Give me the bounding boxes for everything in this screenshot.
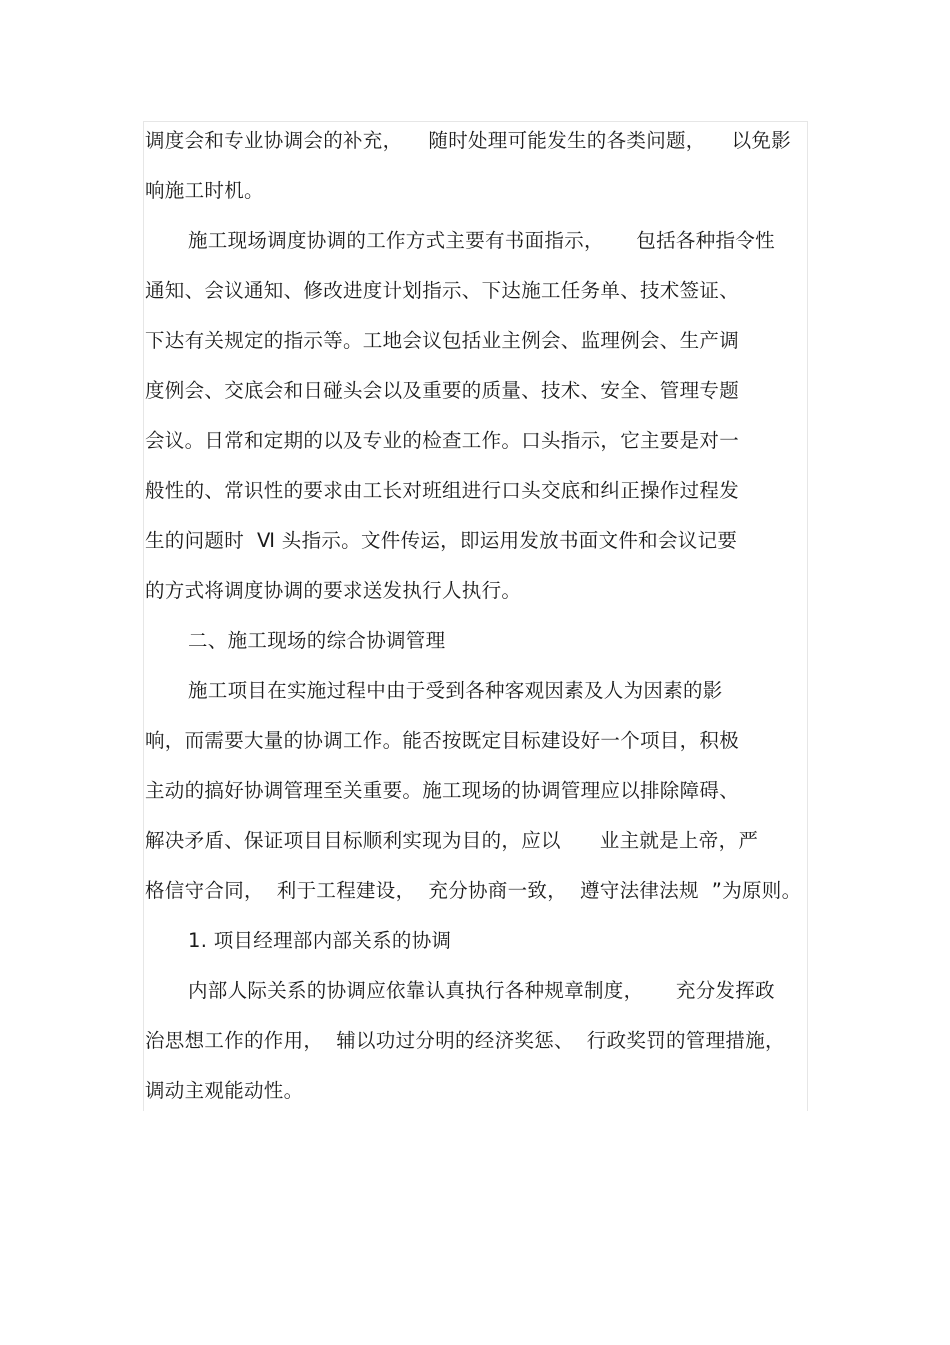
text-line: 的方式将调度协调的要求送发执行人执行。 <box>145 579 522 602</box>
text-line: 调度会和专业协调会的补充， 随时处理可能发生的各类问题， 以免影 <box>145 129 791 152</box>
text-line: 调动主观能动性。 <box>145 1079 304 1102</box>
text-line: 主动的搞好协调管理至关重要。施工现场的协调管理应以排除障碍、 <box>145 779 740 802</box>
text-line: 生的问题时 Ⅵ 头指示。文件传运，即运用发放书面文件和会议记要 <box>145 529 738 552</box>
subsection-heading: 1. 项目经理部内部关系的协调 <box>188 929 452 952</box>
text-line: 解决矛盾、保证项目目标顺利实现为目的，应以 业主就是上帝，严 <box>145 829 759 852</box>
page-frame-top-border <box>143 121 808 122</box>
section-heading: 二、施工现场的综合协调管理 <box>188 629 446 652</box>
text-line: 治思想工作的作用， 辅以功过分明的经济奖惩、 行政奖罚的管理措施， <box>145 1029 785 1052</box>
text-line: 响施工时机。 <box>145 179 264 202</box>
paragraph-first-line: 内部人际关系的协调应依靠认真执行各种规章制度， 充分发挥政 <box>188 979 775 1002</box>
text-line: 会议。日常和定期的以及专业的检查工作。口头指示，它主要是对一 <box>145 429 740 452</box>
paragraph-first-line: 施工现场调度协调的工作方式主要有书面指示， 包括各种指令性 <box>188 229 775 252</box>
paragraph-first-line: 施工项目在实施过程中由于受到各种客观因素及人为因素的影 <box>188 679 723 702</box>
text-line: 格信守合同， 利于工程建设， 充分协商一致， 遵守法律法规 ”为原则。 <box>145 879 802 902</box>
text-line: 度例会、交底会和日碰头会以及重要的质量、技术、安全、管理专题 <box>145 379 740 402</box>
page-frame-right-border <box>807 121 808 1111</box>
text-line: 般性的、常识性的要求由工长对班组进行口头交底和纠正操作过程发 <box>145 479 740 502</box>
text-line: 通知、会议通知、修改进度计划指示、下达施工任务单、技术签证、 <box>145 279 740 302</box>
page-frame-left-border <box>143 121 144 1111</box>
text-line: 下达有关规定的指示等。工地会议包括业主例会、监理例会、生产调 <box>145 329 740 352</box>
text-line: 响，而需要大量的协调工作。能否按既定目标建设好一个项目，积极 <box>145 729 740 752</box>
